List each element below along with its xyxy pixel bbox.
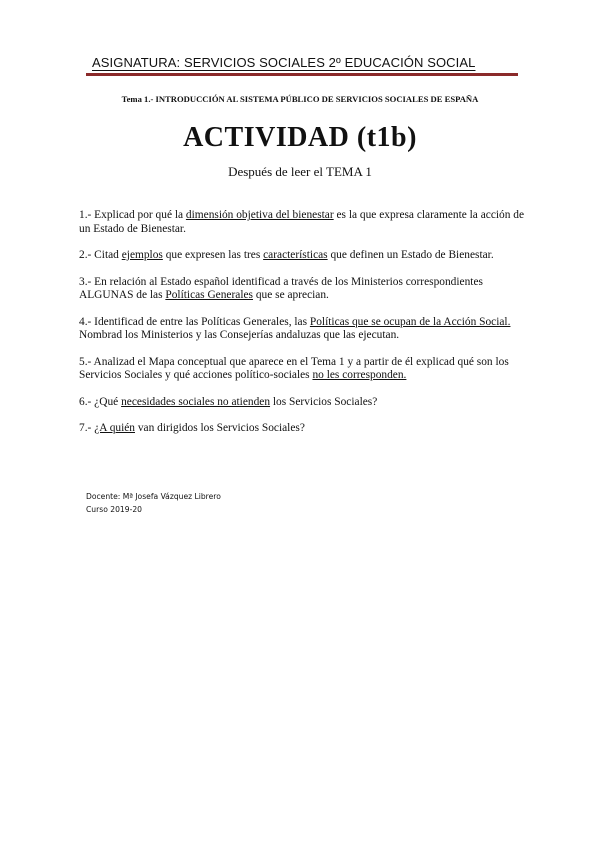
question-6: [79, 396, 529, 410]
question-underlined: necesidades sociales no atienden: [121, 395, 271, 408]
topic-subtitle: Tema 1.- INTRODUCCIÓN AL SISTEMA PÚBLICO DE SERVICIOS SOCIALES DE ESPAÑA: [121, 94, 479, 104]
question-text: 3.- En relación al Estado español identificad a través de los Ministerios correspondientes ALGUNAS de las: [79, 275, 483, 301]
course-year: Curso 2019-20: [86, 505, 142, 514]
question-text: 1.- Explicad por qué la: [79, 209, 186, 221]
question-text: que definen un Estado de Bienestar.: [327, 249, 494, 261]
question-text: que expresen las tres: [162, 249, 264, 261]
question-text: Nombrad los Ministerios y las Consejerías andaluzas que las ejecutan.: [79, 329, 400, 341]
question-underlined: Políticas Generales: [165, 289, 253, 301]
activity-intro: Después de leer el TEMA 1: [228, 164, 372, 179]
question-text: los Servicios Sociales?: [270, 395, 378, 408]
question-5: [79, 356, 529, 383]
question-underlined: Políticas que se ocupan de la Acción Social.: [309, 315, 511, 328]
question-underlined: ejemplos: [121, 249, 163, 261]
question-underlined: no les corresponden.: [312, 369, 407, 381]
teacher-name: Docente: Mª Josefa Vázquez Librero: [86, 492, 221, 501]
question-text: 7.-: [79, 422, 95, 434]
question-text: 2.- Citad: [79, 249, 122, 261]
activity-title: ACTIVIDAD (t1b): [183, 122, 417, 153]
question-4: [79, 316, 529, 343]
question-2: [79, 249, 529, 263]
questions-list: [79, 209, 529, 449]
question-text: van dirigidos los Servicios Sociales?: [135, 422, 305, 434]
question-underlined: ¿A quién: [94, 422, 135, 434]
question-text: 4.- Identificad de entre las Políticas Generales, las: [79, 315, 310, 328]
header-rule: [86, 73, 518, 76]
question-underlined: características: [263, 249, 328, 261]
question-1: [79, 209, 529, 236]
question-text: 6.- ¿Qué: [79, 395, 122, 408]
question-3: [79, 276, 529, 303]
subject-title: ASIGNATURA: SERVICIOS SOCIALES 2º EDUCACIÓN SOCIAL: [92, 55, 476, 70]
footer-info: [86, 490, 221, 516]
question-7: [79, 422, 529, 436]
question-text: es la que expresa claramente la acción de un Estado de Bienestar.: [79, 209, 525, 235]
question-underlined: dimensión objetiva del bienestar: [185, 209, 334, 221]
question-text: que se aprecian.: [253, 289, 329, 301]
question-text: 5.- Analizad el Mapa conceptual que aparece en el Tema 1 y a partir de él explicad qué son los Servicios Sociales y qué acciones político-sociales: [79, 355, 509, 381]
